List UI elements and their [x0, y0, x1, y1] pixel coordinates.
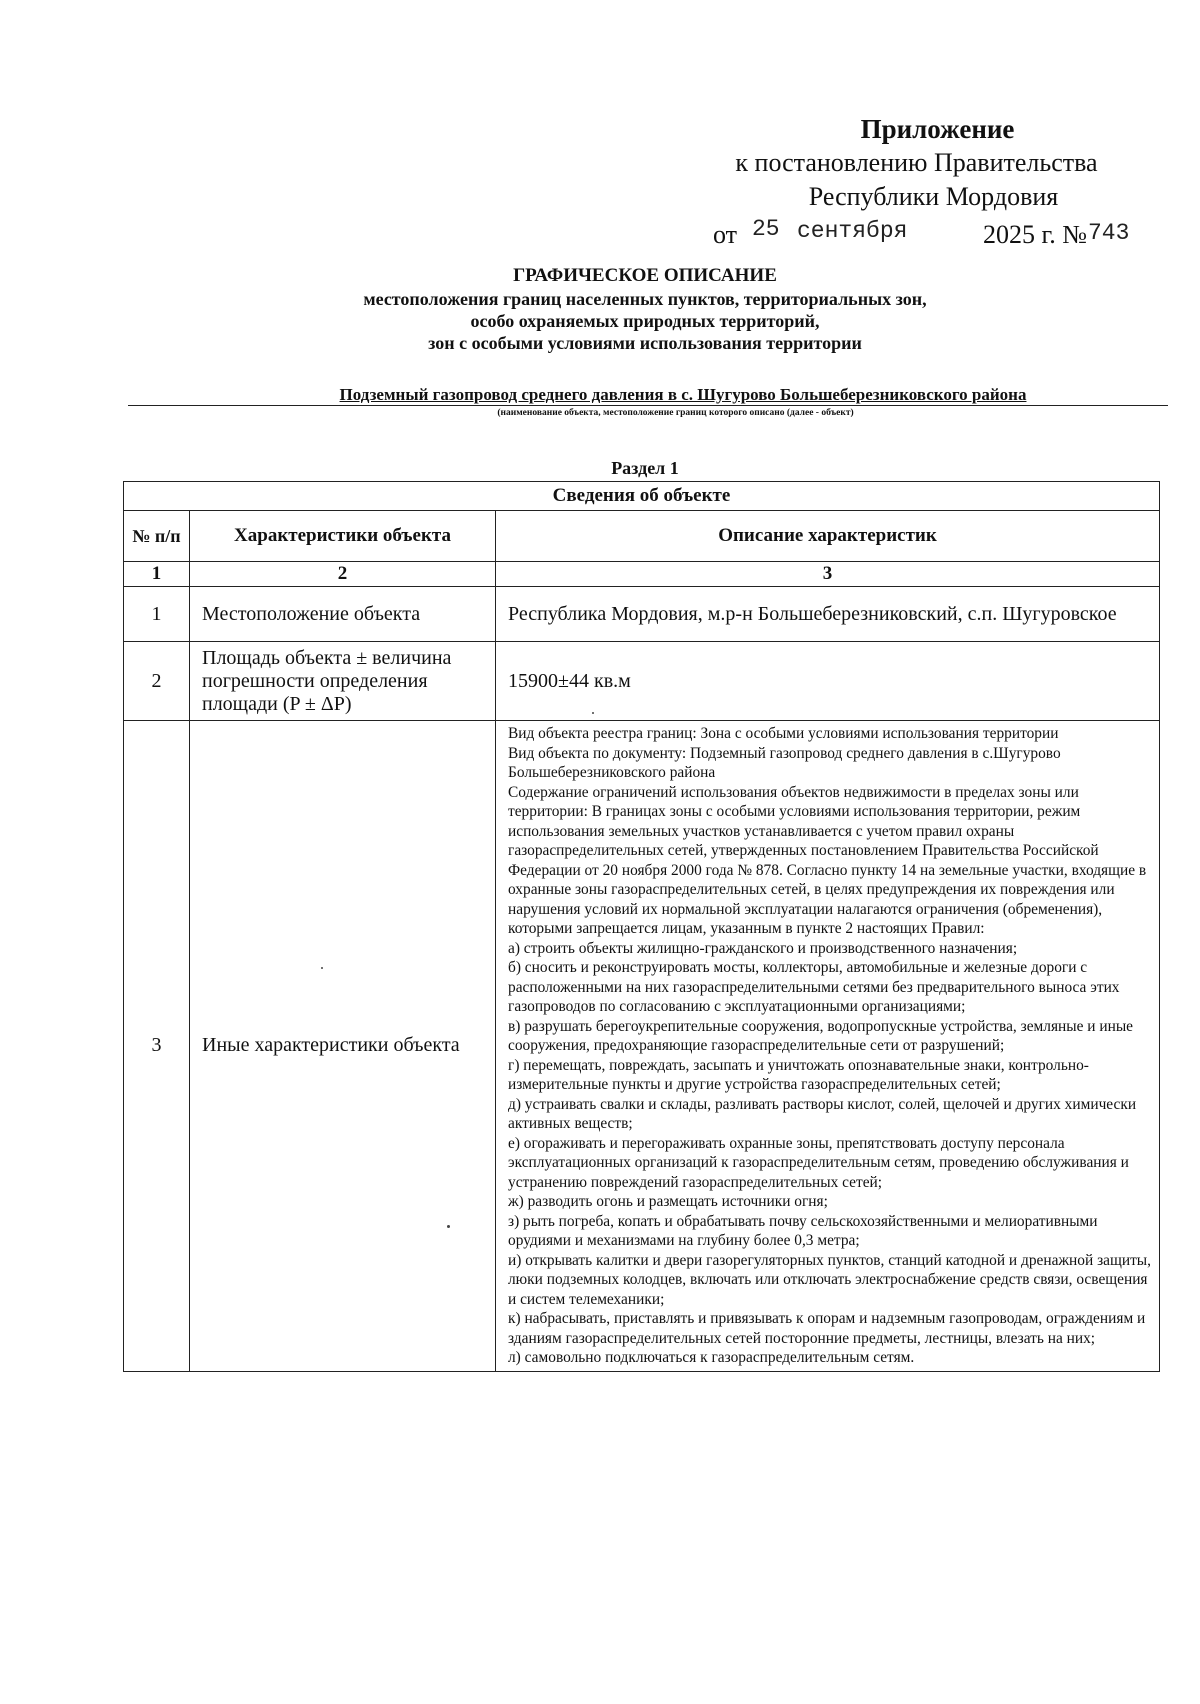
- date-month: сентября: [797, 218, 908, 244]
- description-line: Содержание ограничений использования объектов недвижимости в пределах зоны или территории: В границах зоны с особыми условиями использования территории, режим использования земельных участков устанавливается с учетом правил охраны газораспределительных сетей, утвержденных постановлением Правительства Российской Федерации от 20 ноября 2000 года № 878. Согласно пункту 14 на земельные участки, входящие в охранные зоны газораспределительных сетей, в целях предупреждения их повреждения или нарушения условий их нормальной эксплуатации налагаются ограничения (обременения), которыми запрещается лицам, указанным в пункте 2 настоящих Правил:: [508, 783, 1147, 937]
- table-row: [124, 721, 1160, 1372]
- row-description: Республика Мордовия, м.р-н Большеберезниковский, с.п. Шугуровское: [496, 587, 1160, 642]
- row-number: 2: [124, 642, 190, 721]
- document-title-line: местоположения границ населенных пунктов, территориальных зон,: [363, 289, 927, 309]
- date-prefix: от: [713, 220, 738, 249]
- object-name: Подземный газопровод среднего давления в с. Шугурово Большеберезниковского района: [339, 385, 1027, 404]
- row-number: 1: [124, 587, 190, 642]
- row-description-list: [496, 721, 1160, 1372]
- description-line: д) устраивать свалки и склады, разливать растворы кислот, солей, щелочей и других химически активных веществ;: [508, 1095, 1137, 1132]
- appendix-line-1: к постановлению Правительства: [735, 148, 1098, 177]
- column-number: 3: [496, 562, 1160, 587]
- table-title: Сведения об объекте: [124, 482, 1160, 511]
- document-title: [0, 265, 1200, 354]
- document-number: 743: [1088, 220, 1130, 246]
- appendix-title: Приложение: [860, 114, 1015, 144]
- column-number: 2: [190, 562, 496, 587]
- date-year: 2025 г. №: [983, 220, 1088, 249]
- scan-speck: [592, 712, 594, 714]
- object-info-table: [123, 481, 1160, 1372]
- description-line: к) набрасывать, приставлять и привязывать к опорам и надземным газопроводам, ограждениям и зданиям газораспределительных сетей посторонние предметы, лестницы, влезать на них;: [508, 1310, 1146, 1347]
- description-line: а) строить объекты жилищно-гражданского и производственного назначения;: [508, 939, 1018, 957]
- description-line: Вид объекта реестра границ: Зона с особыми условиями использования территории: [508, 725, 1059, 742]
- section-title: Раздел 1: [611, 458, 679, 478]
- description-line: ж) разводить огонь и размещать источники огня;: [508, 1193, 828, 1210]
- scan-speck: [321, 967, 323, 969]
- document-title-main: ГРАФИЧЕСКОЕ ОПИСАНИЕ: [513, 265, 777, 286]
- document-title-line: зон с особыми условиями использования территории: [428, 333, 862, 353]
- document-title-line: особо охраняемых природных территорий,: [470, 311, 820, 331]
- date-day: 25: [752, 216, 780, 242]
- description-line: б) сносить и реконструировать мосты, коллекторы, автомобильные и железные дороги с расположенными на них газораспределительными сетями без предварительного выноса этих газопроводов по согласованию с эксплуатационными организациями;: [508, 959, 1120, 1015]
- description-line: г) перемещать, повреждать, засыпать и уничтожать опознавательные знаки, контрольно-измерительные пункты и другие устройства газораспределительных сетей;: [508, 1056, 1089, 1093]
- appendix-header: [690, 112, 1160, 252]
- description-line: з) рыть погреба, копать и обрабатывать почву сельскохозяйственными и мелиоративными орудиями и механизмами на глубину более 0,3 метра;: [508, 1212, 1098, 1249]
- row-description: 15900±44 кв.м: [496, 642, 1160, 721]
- row-characteristic: Иные характеристики объекта: [190, 721, 496, 1372]
- row-characteristic: Площадь объекта ± величина погрешности определения площади (P ± ΔP): [190, 642, 496, 721]
- description-line: и) открывать калитки и двери газорегуляторных пунктов, станций катодной и дренажной защиты, люки подземных колодцев, включать или отключать электроснабжение средств связи, освещения и систем телемеханики;: [508, 1251, 1151, 1308]
- description-line: е) огораживать и перегораживать охранные зоны, препятствовать доступу персонала эксплуатационных организаций к газораспределительным сетям, проведению обслуживания и устранению повреждений газораспределительных сетей;: [508, 1134, 1129, 1191]
- description-line: в) разрушать берегоукрепительные сооружения, водопропускные устройства, земляные и иные сооружения, предохраняющие газораспределительные сети от разрушений;: [508, 1017, 1134, 1054]
- description-line: л) самовольно подключаться к газораспределительным сетям.: [508, 1349, 915, 1366]
- description-line: Вид объекта по документу: Подземный газопровод среднего давления в с.Шугурово Большеберезниковского района: [508, 744, 1061, 781]
- header-characteristic: Характеристики объекта: [190, 511, 496, 562]
- table-row: [124, 587, 1160, 642]
- row-characteristic: Местоположение объекта: [190, 587, 496, 642]
- object-name-block: [128, 385, 1168, 418]
- column-number: 1: [124, 562, 190, 587]
- header-description: Описание характеристик: [496, 511, 1160, 562]
- row-number: 3: [124, 721, 190, 1372]
- object-name-caption: (наименование объекта, местоположение границ которого описано (далее - объект): [497, 408, 854, 418]
- table-row: [124, 642, 1160, 721]
- header-number: № п/п: [124, 511, 190, 562]
- appendix-date-line: [690, 214, 1160, 252]
- appendix-line-2: Республики Мордовия: [808, 182, 1059, 211]
- object-name-rule: [128, 405, 1168, 406]
- scan-speck: [447, 1225, 450, 1228]
